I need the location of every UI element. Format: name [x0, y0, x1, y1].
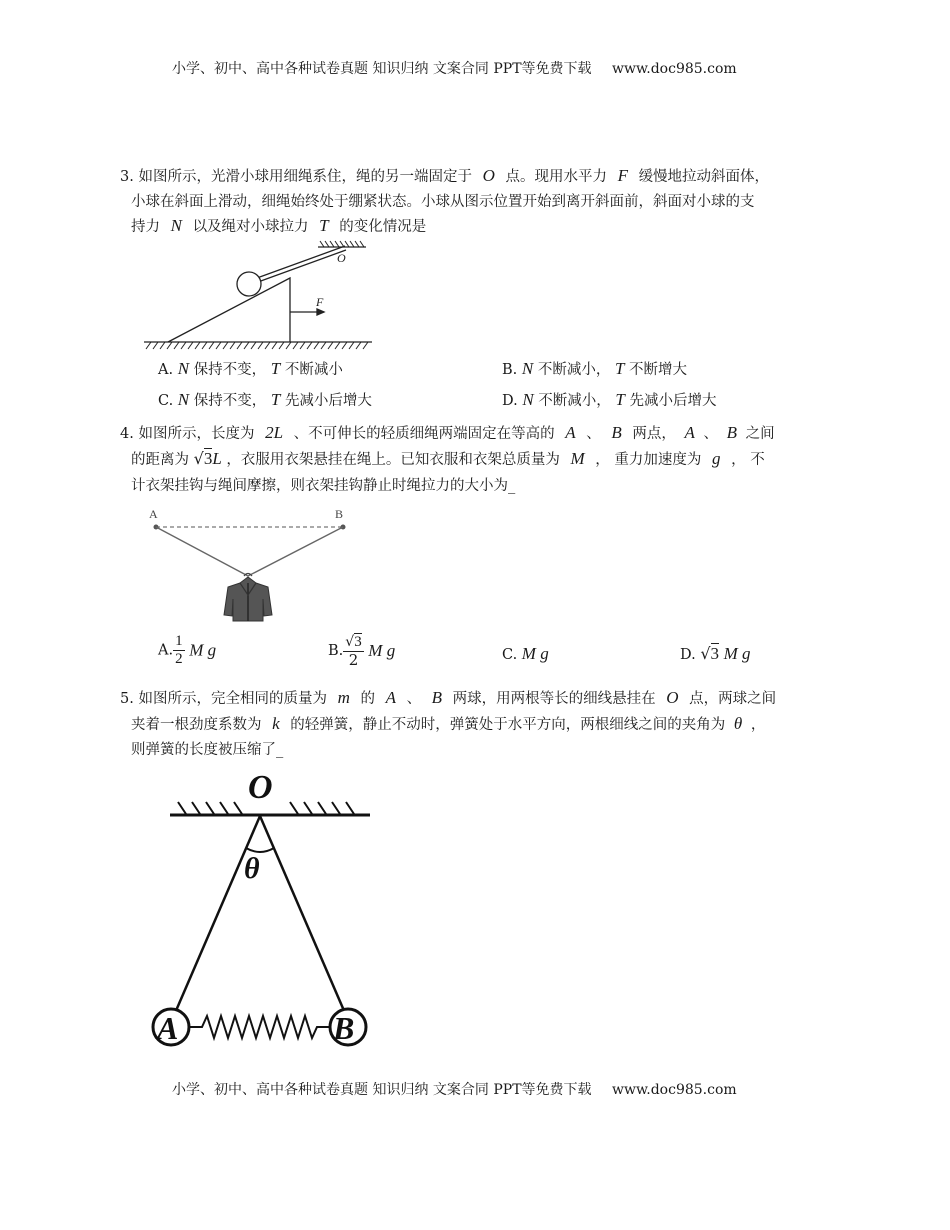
- option-var-n: N: [522, 390, 534, 409]
- q4-line1-text-f: 之间: [745, 426, 775, 442]
- option-fraction: [173, 633, 185, 668]
- q5-var-a: A: [385, 688, 396, 707]
- sqrt-sign: √: [700, 644, 711, 663]
- q4-option-a[interactable]: [158, 633, 216, 668]
- q4-option-d[interactable]: [680, 644, 751, 664]
- q5-var-theta: θ: [733, 714, 743, 733]
- sqrt-radicand: 3: [710, 644, 720, 663]
- q5-var-k: k: [272, 714, 280, 733]
- q4-var-a2: A: [684, 423, 695, 442]
- option-label: B.: [328, 643, 344, 659]
- q4-rope-right: [248, 527, 343, 576]
- q5-var-b: B: [431, 688, 443, 707]
- q5-line1: [120, 688, 776, 709]
- q3-var-f: F: [617, 166, 628, 185]
- q3-line1-text-b: 点。现用水平力: [505, 169, 607, 185]
- q3-label-o: O: [337, 251, 346, 265]
- option-var-t: T: [614, 359, 625, 378]
- q3-incline-figure: [140, 236, 380, 354]
- q5-thread-left: [175, 816, 260, 1013]
- q4-var-b2: B: [726, 423, 737, 442]
- q3-ceiling-hatch: [320, 241, 364, 247]
- q4-var-2l: 2L: [265, 423, 284, 442]
- q3-var-n: N: [170, 216, 182, 235]
- q3-option-d[interactable]: [502, 389, 716, 410]
- q4-line2-text-c: ， 重力加速度为: [595, 452, 702, 468]
- option-var-n: N: [177, 359, 190, 378]
- q3-label-f: F: [316, 295, 324, 309]
- q5-line3: 则弹簧的长度被压缩了_: [131, 742, 284, 758]
- q3-option-a[interactable]: [158, 358, 343, 379]
- q5-label-o: O: [248, 769, 273, 806]
- q5-line2-text-a: 夹着一根劲度系数为: [131, 717, 262, 733]
- q4-var-l: L: [212, 449, 222, 468]
- q3-var-t: T: [319, 216, 329, 235]
- footer-text: 小学、初中、高中各种试卷真题 知识归纳 文案合同 PPT等免费下载: [172, 1082, 592, 1098]
- option-label: D.: [680, 647, 696, 663]
- option-var-t: T: [270, 359, 281, 378]
- header-text: 小学、初中、高中各种试卷真题 知识归纳 文案合同 PPT等免费下载: [172, 61, 592, 77]
- option-expr: M g: [723, 644, 751, 663]
- fraction-numerator: [343, 633, 363, 652]
- q4-line2: [131, 449, 765, 470]
- fraction-denominator: 2: [348, 651, 359, 669]
- page-header: [172, 58, 737, 78]
- option-expr: M g: [521, 644, 549, 663]
- q4-line1-text-c: 、: [586, 426, 601, 442]
- q5-spring: [190, 1016, 330, 1038]
- q3-arrowhead: [317, 309, 324, 315]
- q4-line2-text-d: ， 不: [731, 452, 765, 468]
- q4-var-m: M: [570, 449, 585, 468]
- option-text: 不断减小: [284, 362, 343, 378]
- q5-line1-text-d: 两球，用两根等长的细线悬挂在: [452, 691, 656, 707]
- header-site: www.doc985.com: [611, 61, 737, 77]
- option-fraction: [343, 633, 363, 669]
- q5-label-b: B: [333, 1010, 355, 1046]
- sqrt-radicand: 3: [354, 634, 362, 650]
- option-expr: M g: [189, 640, 217, 660]
- sqrt-radicand: 3: [203, 449, 213, 468]
- q4-clothesline-figure: [140, 503, 360, 625]
- q4-line1-text-d: 两点，: [632, 426, 676, 442]
- option-label: B.: [502, 362, 518, 378]
- q5-line1-text-e: 点，两球之间: [689, 691, 777, 707]
- option-text: 不断减小，: [537, 362, 611, 378]
- q4-line1-text-e: 、: [703, 426, 718, 442]
- footer-site: www.doc985.com: [611, 1082, 737, 1098]
- option-text: 不断减小，: [538, 393, 611, 409]
- q4-option-b[interactable]: [328, 633, 395, 669]
- q3-option-c[interactable]: [158, 389, 372, 410]
- option-label: C.: [158, 393, 174, 409]
- option-var-n: N: [521, 359, 534, 378]
- sqrt-sign: √: [193, 449, 204, 468]
- q5-line1-text-c: 、: [406, 691, 422, 707]
- q4-coat: [224, 577, 272, 621]
- option-text: 不断增大: [629, 362, 688, 378]
- q4-line1-text-b: 、不可伸长的轻质细绳两端固定在等高的: [293, 426, 555, 442]
- q5-label-theta: θ: [244, 852, 260, 885]
- q3-option-b[interactable]: [502, 358, 687, 379]
- q4-var-a: A: [565, 423, 576, 442]
- option-var-t: T: [270, 390, 281, 409]
- q3-line1-text-a: 3. 如图所示，光滑小球用细绳系住，绳的另一端固定于: [120, 169, 472, 185]
- option-text: 保持不变，: [193, 393, 267, 409]
- q5-label-a: A: [157, 1010, 179, 1046]
- q3-rope: [257, 246, 345, 278]
- q4-var-b: B: [611, 423, 622, 442]
- option-var-n: N: [177, 390, 190, 409]
- q3-ground-hatch: [146, 342, 368, 349]
- q4-line1-text-a: 4. 如图所示，长度为: [120, 426, 255, 442]
- q5-spring-figure: [140, 766, 390, 1056]
- q4-line2-text-b: ，衣服用衣架悬挂在绳上。已知衣服和衣架总质量为: [226, 452, 560, 468]
- option-text: 保持不变，: [193, 362, 267, 378]
- q3-line3-text-a: 持力: [131, 219, 160, 235]
- q4-line3: 计衣架挂钩与绳间摩擦，则衣架挂钩静止时绳拉力的大小为_: [131, 478, 516, 494]
- q4-label-a: A: [149, 507, 158, 521]
- option-expr: M g: [368, 641, 396, 660]
- option-text: 先减小后增大: [284, 393, 372, 409]
- fraction-numerator: 1: [175, 633, 183, 649]
- option-label: C.: [502, 647, 518, 663]
- q4-rope-left: [156, 527, 248, 576]
- sqrt-sign: √: [345, 634, 355, 650]
- q4-var-g: g: [712, 449, 721, 468]
- q5-var-m: m: [337, 688, 350, 707]
- option-label: A.: [158, 362, 174, 378]
- option-label: A.: [158, 642, 174, 659]
- q5-line2-text-b: 的轻弹簧，静止不动时，弹簧处于水平方向，两根细线之间的夹角为: [290, 717, 726, 733]
- q4-option-c[interactable]: [502, 644, 549, 664]
- q3-line3-text-c: 的变化情况是: [339, 219, 427, 235]
- option-label: D.: [502, 393, 518, 409]
- option-text: 先减小后增大: [629, 393, 717, 409]
- q5-line1-text-a: 5. 如图所示，完全相同的质量为: [120, 691, 327, 707]
- q5-thread-right: [260, 816, 345, 1013]
- q4-line2-text-a: 的距离为: [131, 452, 189, 468]
- q3-rope-edge: [258, 250, 346, 282]
- q3-line3-text-b: 以及绳对小球拉力: [192, 219, 309, 235]
- fraction-denominator: 2: [175, 651, 183, 667]
- q3-line3: [131, 216, 426, 237]
- q3-ball: [237, 272, 261, 296]
- q3-line1-text-c: 缓慢地拉动斜面体，: [638, 169, 770, 185]
- q3-line2: 小球在斜面上滑动，细绳始终处于绷紧状态。小球从图示位置开始到离开斜面前，斜面对小球的支: [131, 194, 755, 210]
- q5-line2: [131, 714, 765, 735]
- option-var-t: T: [615, 390, 625, 409]
- q5-line1-text-b: 的: [360, 691, 375, 707]
- q3-incline: [168, 278, 290, 342]
- q5-line2-text-c: ，: [750, 717, 766, 733]
- q4-line1: [120, 423, 775, 444]
- q5-var-o: O: [666, 688, 679, 707]
- q3-var-o: O: [482, 166, 495, 185]
- page-footer: [172, 1079, 737, 1099]
- q4-label-b: B: [335, 507, 344, 521]
- q3-line1: [120, 166, 769, 187]
